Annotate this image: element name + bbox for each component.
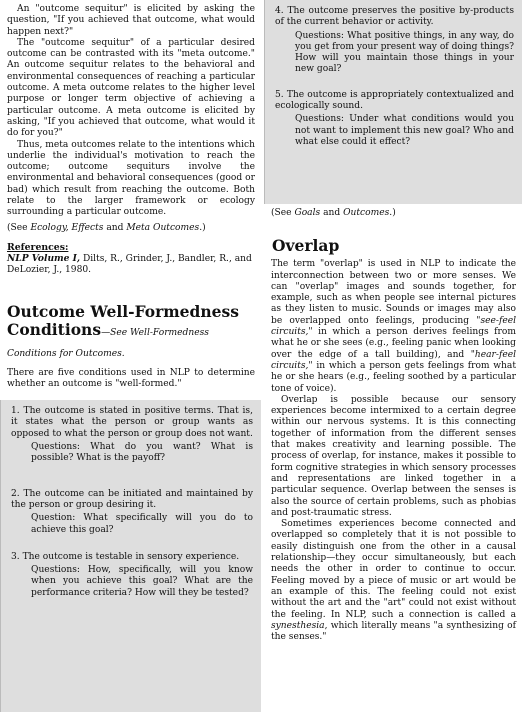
overlap-paragraph-1: The term "overlap" is used in NLP to indicate the interconnection between two or more senses. We can "overlap" images and sounds together, for example, such as when people see internal pictures as they listen to music. Sounds or images may also be overlapped onto feelings, producing "see-feel circuits," in which a person derives feelings from what he or she sees (e.g., feeling panic when looking over the edge of a tall building), and "hear-feel circuits," in which a person gets feelings from what he or she hears (e.g., feeling soothed by a particular tone of voice).	[271, 259, 516, 394]
link-goals[interactable]: Goals	[294, 208, 321, 218]
paragraph-outcome-sequitur: An "outcome sequitur" is elicited by asking the question, "If you achieved that outcome, what would happen next?"	[7, 4, 255, 37]
condition-item-5: 5. The outcome is appropriately contextualized and ecologically sound. Questions: Under what conditions would you not want to implement this new goal? Who and what else could it effect?	[275, 89, 514, 147]
link-outcomes[interactable]: Outcomes	[343, 208, 390, 218]
link-wf-conditions[interactable]: Well-Formedness Conditions for Outcomes.	[7, 327, 209, 359]
condition-item-1: 1. The outcome is stated in positive terms. That is, it states what the person or group wants as opposed to what the person or group does not want. Questions: What do you want? What is possible? What is the payoff?	[11, 406, 253, 464]
condition-item-2: 2. The outcome can be initiated and maintained by the person or group desiring it. Question: What specifically will you do to achieve this goal?	[11, 488, 253, 535]
reference-entry: NLP Volume I, Dilts, R., Grinder, J., Bandler, R., and DeLozier, J., 1980.	[7, 252, 252, 276]
conditions-box-right	[264, 0, 522, 204]
conditions-box-left	[0, 400, 261, 712]
right-column	[264, 0, 522, 643]
condition-item-3: 3. The outcome is testable in sensory experience. Questions: How, specifically, will you know when you achieve this goal? What are the performance criteria? How will they be tested?	[11, 551, 253, 598]
link-meta-outcomes[interactable]: Meta Outcomes	[126, 222, 200, 233]
section-heading-outcome-wf: Outcome Well-Formedness Conditions—See Well-Formedness Conditions for Outcomes.	[7, 301, 239, 359]
paragraph-contrast: The "outcome sequitur" of a particular desired outcome can be contrasted with its "meta outcome." An outcome sequitur relates to the behavioral and environmental consequences of reaching a particular outcome. A meta outcome relates to the higher level purpose or longer term objective of achieving a particular outcome. A meta outcome is elicited by asking, "If you achieved that outcome, what would it do for you?"	[7, 37, 255, 139]
see-also-ecology: (See Ecology, Effects and Meta Outcomes.)	[7, 222, 206, 233]
see-also-goals: (See Goals and Outcomes.)	[271, 208, 396, 218]
intro-paragraph: There are five conditions used in NLP to determine whether an outcome is "well-formed."	[7, 367, 255, 389]
link-ecology-effects[interactable]: Ecology, Effects	[30, 222, 104, 233]
paragraph-thus: Thus, meta outcomes relate to the intentions which underlie the individual's motivation to reach the outcome; outcome sequiturs involve the environmental and behavioral consequences (good or bad) which result from reaching the outcome. Both relate to the larger framework or ecology surrounding a particular outcome.	[7, 139, 255, 218]
section-heading-overlap: Overlap	[272, 236, 340, 256]
references-heading: References:	[7, 241, 69, 253]
overlap-paragraph-2: Overlap is possible because our sensory experiences become intermixed to a certain degree within our nervous systems. It is this connecting together of information from the different senses that makes creativity and learning possible. The process of overlap, for instance, makes it possible to form cognitive strategies in which sensory processes and representations are linked together in a particular sequence. Overlap between the senses is also the source of certain problems, such as phobias and post-traumatic stress.	[271, 394, 516, 518]
overlap-paragraph-3: Sometimes experiences become connected and overlapped so completely that it is not possible to easily distinguish one from the other in a causal relationship—they occur simultaneously, but each needs the other in order to continue to occur. Feeling moved by a piece of music or art would be an example of this. The feeling could not exist without the art and the "art" could not exist without the feeling. In NLP, such a connection is called a synesthesia, which literally means "a synthesizing of the senses."	[271, 519, 516, 643]
condition-item-4: 4. The outcome preserves the positive by-products of the current behavior or activity. Questions: What positive things, in any way, do you get from your present way of doing things? How will you maintain those things in your new goal?	[275, 6, 514, 75]
